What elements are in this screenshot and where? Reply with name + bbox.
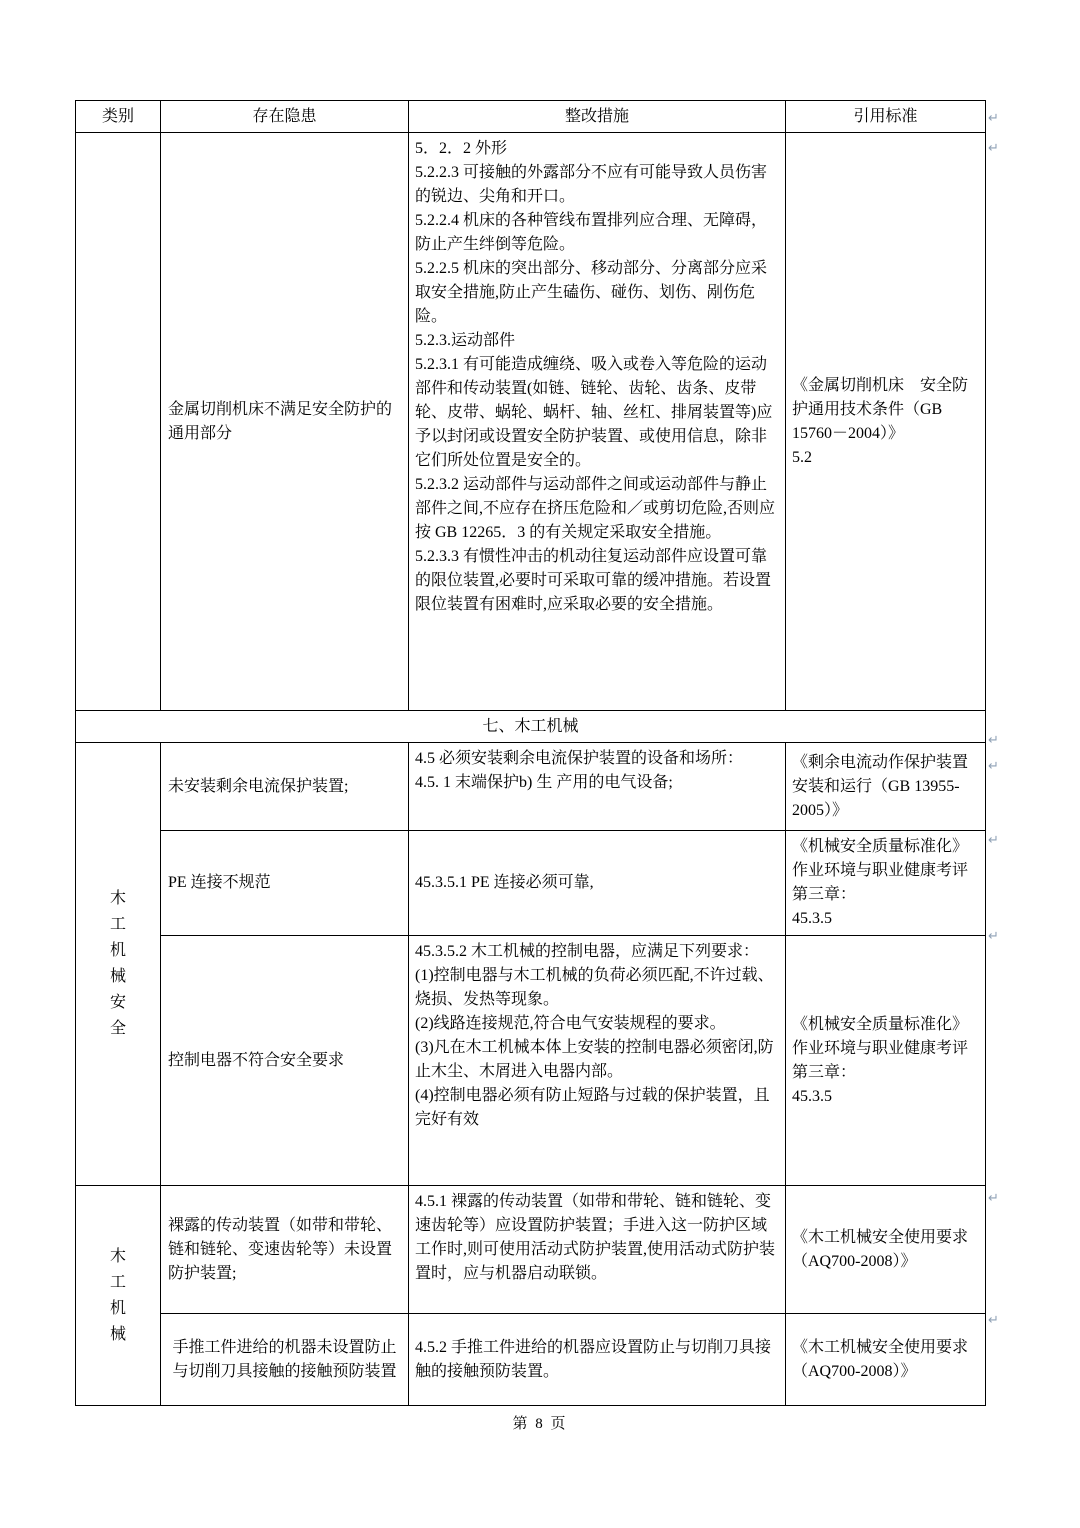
hazard-cell: 裸露的传动装置（如带和带轮、链和链轮、变速齿轮等）未设置防护装置; <box>161 1186 409 1314</box>
measure-line: 4.5.1 裸露的传动装置（如带和带轮、链和链轮、变速齿轮等）应设置防护装置；手进入这一防护区域工作时,则可使用活动式防护装置,使用活动式防护装置时，应与机器启动联锁。 <box>415 1193 776 1282</box>
standard-cell <box>786 936 986 1186</box>
measure-line: (1)控制电器与木工机械的负荷必须匹配,不许过载、烧损、发热等现象。 <box>415 967 774 1008</box>
paragraph-mark-icon: ↵ <box>988 1313 999 1328</box>
paragraph-mark-icon: ↵ <box>988 759 999 774</box>
table-row-rcd <box>76 743 986 831</box>
measure-line: 5.2.3.1 有可能造成缠绕、吸入或卷入等危险的运动部件和传动装置(如链、链轮、齿轮、齿条、皮带轮、皮带、蜗轮、蜗杆、轴、丝杠、排屑装置等)应予以封闭或设置安全防护装置、或使用信息，除非它们所处位置是安全的。 <box>415 356 773 469</box>
table-row-pe <box>76 831 986 936</box>
measures-cell <box>409 1186 786 1314</box>
measure-line: 5.2.2.5 机床的突出部分、移动部分、分离部分应采取安全措施,防止产生磕伤、碰伤、划伤、剐伤危险。 <box>415 260 768 325</box>
paragraph-mark-icon: ↵ <box>988 833 999 848</box>
header-row <box>76 101 986 133</box>
standard-line: 45.3.5 <box>792 1087 832 1105</box>
section-row <box>76 711 986 743</box>
table-row-control-electrics <box>76 936 986 1186</box>
measure-line: 4.5 必须安装剩余电流保护装置的设备和场所： <box>415 750 744 767</box>
measure-line: 4.5.2 手推工件进给的机器应设置防止与切削刀具接触的接触预防装置。 <box>415 1338 772 1380</box>
category-cell <box>76 1186 161 1406</box>
standard-cell <box>786 133 986 711</box>
standard-line: 《木工机械安全使用要求（AQ700-2008）》 <box>792 1228 969 1270</box>
category-cell <box>76 133 161 711</box>
paragraph-mark-icon: ↵ <box>988 929 999 944</box>
paragraph-mark-icon: ↵ <box>988 733 999 748</box>
measures-cell <box>409 831 786 936</box>
measure-line: (4)控制电器必须有防止短路与过载的保护装置，且完好有效 <box>415 1087 770 1128</box>
page-number: 第 8 页 <box>512 1416 568 1432</box>
measure-line: (2)线路连接规范,符合电气安装规程的要求。 <box>415 1015 726 1032</box>
measure-line: 5.2.3.2 运动部件与运动部件之间或运动部件与静止部件之间,不应存在挤压危险和／或剪切危险,否则应按 GB 12265．3 的有关规定采取安全措施。 <box>415 476 776 541</box>
standard-cell <box>786 1186 986 1314</box>
hazard-cell: PE 连接不规范 <box>161 831 409 936</box>
hazard-cell: 金属切削机床不满足安全防护的通用部分 <box>161 133 409 711</box>
column-header-measures: 整改措施 <box>409 101 786 133</box>
measure-line: 4.5. 1 末端保护b) 生 产用的电气设备; <box>415 774 673 791</box>
paragraph-mark-icon: ↵ <box>988 111 999 126</box>
standard-line: 《机械安全质量标准化》作业环境与职业健康考评第三章： <box>792 838 969 903</box>
category-cell <box>76 743 161 1186</box>
measure-line: 5．2．2 外形 <box>415 140 508 157</box>
column-header-hazard: 存在隐患 <box>161 101 409 133</box>
column-header-category: 类别 <box>76 101 161 133</box>
category-vertical-label: 木工机械 <box>110 1247 127 1343</box>
standard-cell <box>786 1314 986 1406</box>
measure-line: (3)凡在木工机械本体上安装的控制电器必须密闭,防止木尘、木屑进入电器内部。 <box>415 1039 774 1080</box>
measure-line: 5.2.3.运动部件 <box>415 332 516 349</box>
standard-line: 《机械安全质量标准化》作业环境与职业健康考评第三章： <box>792 1015 969 1081</box>
paragraph-mark-icon: ↵ <box>988 1191 999 1206</box>
safety-hazard-table <box>75 100 986 1406</box>
table-row-hand-feed <box>76 1314 986 1406</box>
measures-cell <box>409 743 786 831</box>
measure-line: 5.2.3.3 有惯性冲击的机动往复运动部件应设置可靠的限位装置,必要时可采取可靠的缓冲措施。若设置限位装置有困难时,应采取必要的安全措施。 <box>415 548 772 613</box>
table-row-exposed-transmission <box>76 1186 986 1314</box>
measure-line: 5.2.2.4 机床的各种管线布置排列应合理、无障碍，防止产生绊倒等危险。 <box>415 212 768 253</box>
hazard-cell: 控制电器不符合安全要求 <box>161 936 409 1186</box>
standard-line: 45.3.5 <box>792 910 832 927</box>
measure-line: 45.3.5.1 PE 连接必须可靠, <box>415 874 594 891</box>
category-vertical-label: 木工机械安全 <box>110 890 127 1037</box>
hazard-cell: 未安装剩余电流保护装置; <box>161 743 409 831</box>
hazard-cell: 手推工件进给的机器未设置防止与切削刀具接触的接触预防装置 <box>161 1314 409 1406</box>
section-title: 七、木工机械 <box>76 711 986 743</box>
standard-line: 《剩余电流动作保护装置安装和运行（GB 13955-2005）》 <box>792 753 969 819</box>
standard-line: 5.2 <box>792 448 812 466</box>
measures-cell <box>409 936 786 1186</box>
column-header-standard: 引用标准 <box>786 101 986 133</box>
standard-cell <box>786 831 986 936</box>
standard-cell <box>786 743 986 831</box>
measure-line: 5.2.2.3 可接触的外露部分不应有可能导致人员伤害的锐边、尖角和开口。 <box>415 164 768 205</box>
table-row-metal-cutting <box>76 133 986 711</box>
measures-cell <box>409 1314 786 1406</box>
paragraph-mark-icon: ↵ <box>988 141 999 156</box>
measures-cell <box>409 133 786 711</box>
standard-line: 《金属切削机床 安全防护通用技术条件（GB 15760－2004）》 <box>792 376 969 442</box>
standard-line: 《木工机械安全使用要求（AQ700-2008）》 <box>792 1338 969 1380</box>
measure-line: 45.3.5.2 木工机械的控制电器，应满足下列要求： <box>415 943 760 960</box>
